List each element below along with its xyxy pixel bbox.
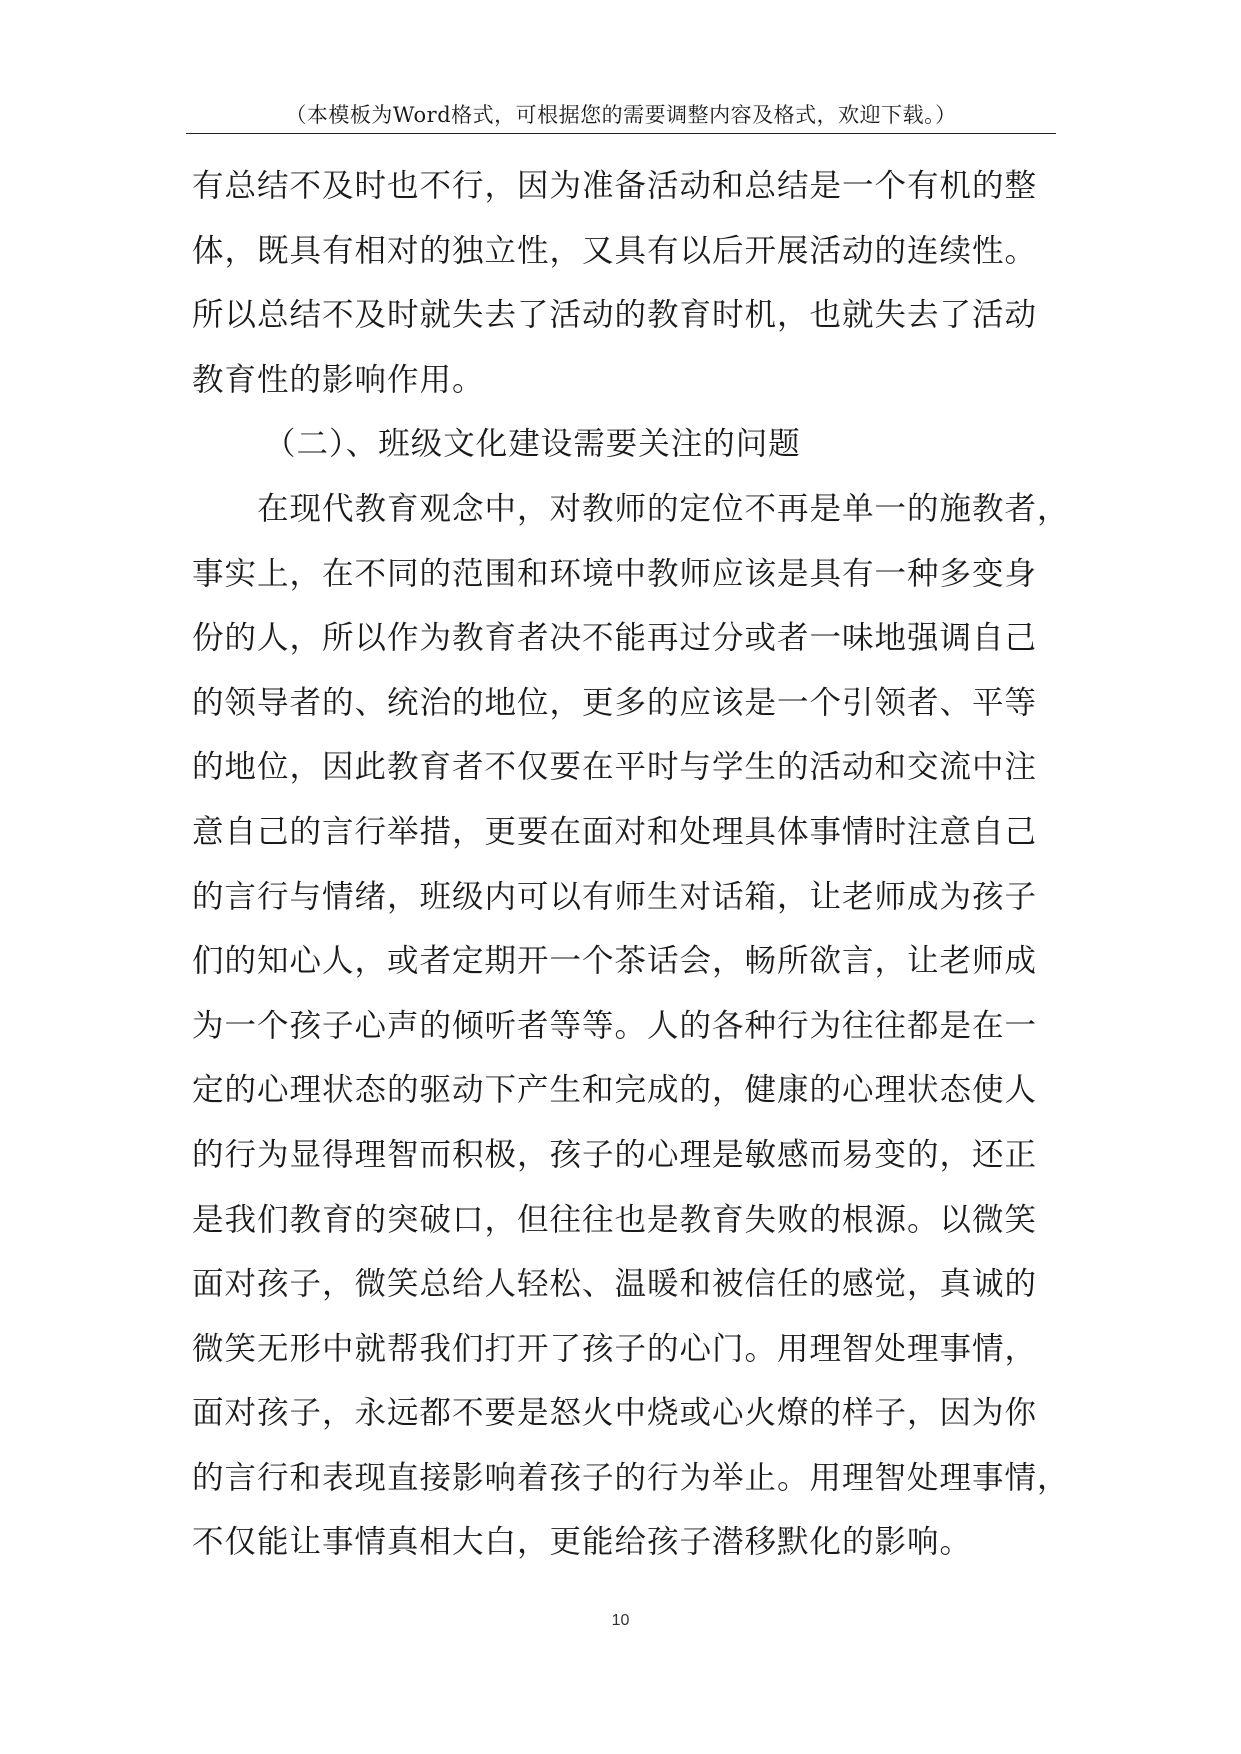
text-line: 意自己的言行举措，更要在面对和处理具体事情时注意自己 xyxy=(192,813,1038,850)
text-line: 定的心理状态的驱动下产生和完成的，健康的心理状态使人 xyxy=(192,1072,1038,1109)
page-number: 10 xyxy=(611,1612,630,1629)
text-line: 的行为显得理智而积极，孩子的心理是敏感而易变的，还正 xyxy=(192,1136,1038,1173)
text-line: 的领导者的、统治的地位，更多的应该是一个引领者、平等 xyxy=(192,684,1038,721)
text-line: 的地位，因此教育者不仅要在平时与学生的活动和交流中注 xyxy=(192,749,1038,786)
text-line: 教育性的影响作用。 xyxy=(192,361,485,398)
text-line: 有总结不及时也不行，因为准备活动和总结是一个有机的整 xyxy=(192,168,1038,204)
header-divider xyxy=(186,133,1056,134)
text-line: 的言行与情绪，班级内可以有师生对话箱，让老师成为孩子 xyxy=(192,878,1038,915)
text-line: 的言行和表现直接影响着孩子的行为举止。用理智处理事情， xyxy=(192,1459,1070,1496)
text-line: 面对孩子，永远都不要是怒火中烧或心火燎的样子，因为你 xyxy=(192,1395,1038,1432)
text-line: 微笑无形中就帮我们打开了孩子的心门。用理智处理事情， xyxy=(192,1330,1038,1367)
text-line: 们的知心人，或者定期开一个茶话会，畅所欲言，让老师成 xyxy=(192,943,1038,980)
text-line: 面对孩子，微笑总给人轻松、温暖和被信任的感觉，真诚的 xyxy=(192,1266,1038,1303)
text-line: 体，既具有相对的独立性，又具有以后开展活动的连续性。 xyxy=(192,232,1038,269)
text-line: 份的人，所以作为教育者决不能再过分或者一味地强调自己 xyxy=(192,620,1038,657)
text-line: 为一个孩子心声的倾听者等等。人的各种行为往往都是在一 xyxy=(192,1007,1038,1044)
text-line: 在现代教育观念中，对教师的定位不再是单一的施教者， xyxy=(257,490,1070,527)
section-heading: （二）、班级文化建设需要关注的问题 xyxy=(264,426,801,463)
text-line: 事实上，在不同的范围和环境中教师应该是具有一种多变身 xyxy=(192,555,1038,592)
document-body xyxy=(192,154,1082,1575)
document-header-note: （本模板为Word格式，可根据您的需要调整内容及格式，欢迎下载。） xyxy=(285,103,957,127)
text-line: 是我们教育的突破口，但往往也是教育失败的根源。以微笑 xyxy=(192,1201,1038,1238)
text-line: 所以总结不及时就失去了活动的教育时机，也就失去了活动 xyxy=(192,297,1038,334)
text-line: 不仅能让事情真相大白，更能给孩子潜移默化的影响。 xyxy=(192,1524,973,1561)
